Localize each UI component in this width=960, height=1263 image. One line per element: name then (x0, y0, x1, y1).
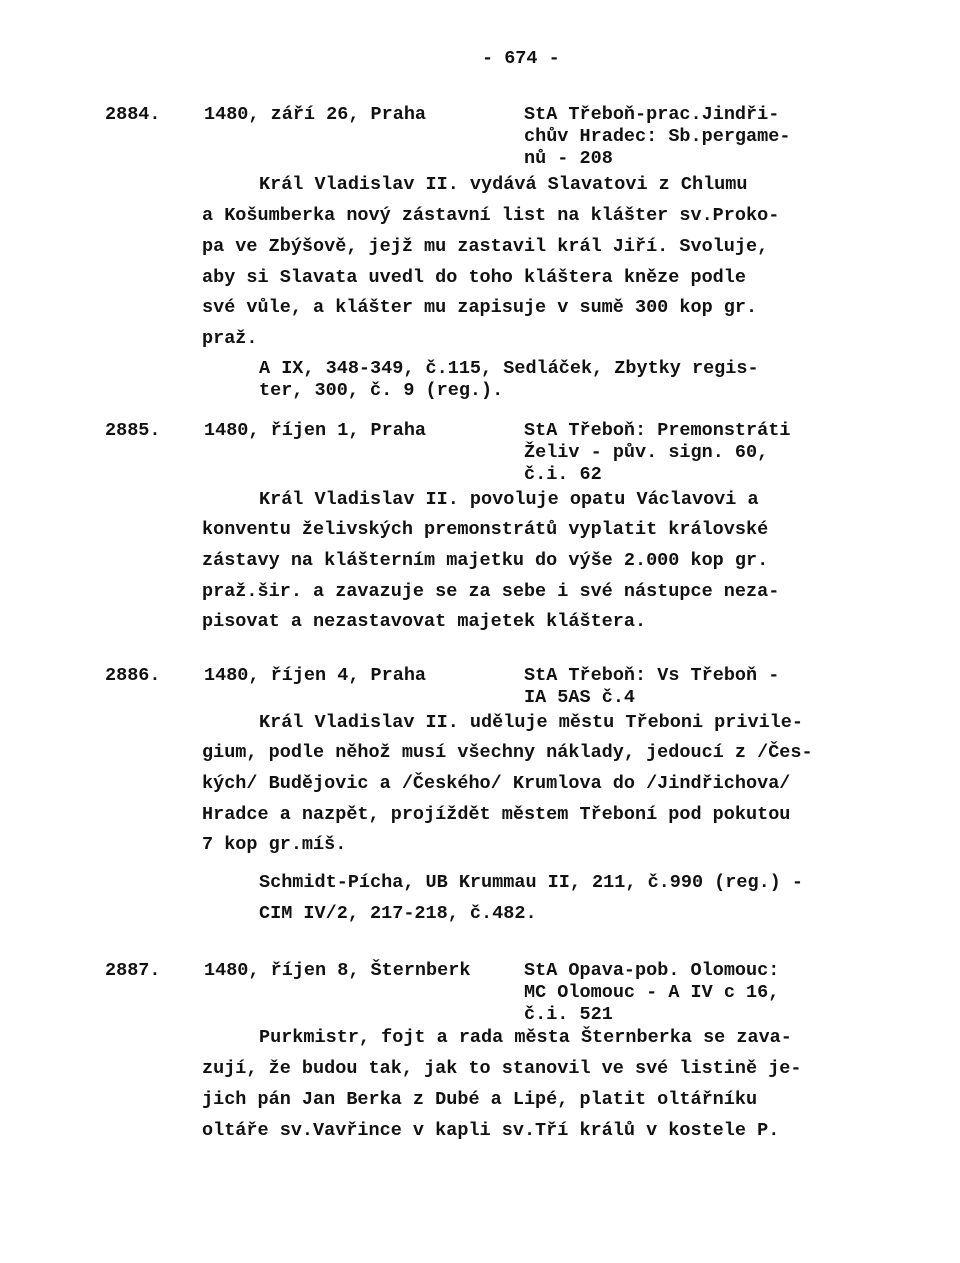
body-line: praž. (202, 328, 258, 349)
body-line: konventu želivských premonstrátů vyplatit královské (202, 519, 769, 540)
entry-date-place: 1480, říjen 1, Praha (204, 420, 427, 441)
entry-number: 2885. (105, 420, 161, 441)
reference-line: A IX, 348-349, č.115, Sedláček, Zbytky regis- (259, 358, 759, 379)
archive-line: č.i. 62 (524, 464, 602, 485)
reference-line: CIM IV/2, 217-218, č.482. (259, 903, 537, 924)
archive-line: MC Olomouc - A IV c 16, (524, 982, 780, 1003)
entry-date-place: 1480, říjen 8, Šternberk (204, 960, 471, 981)
body-line: praž.šir. a zavazuje se za sebe i své nástupce neza- (202, 581, 780, 602)
body-line: své vůle, a klášter mu zapisuje v sumě 300 kop gr. (202, 297, 758, 318)
archive-line: chův Hradec: Sb.pergame- (524, 126, 791, 147)
entry-number: 2887. (105, 960, 161, 981)
archive-line: StA Opava-pob. Olomouc: (524, 960, 780, 981)
archive-line: StA Třeboň-prac.Jindři- (524, 104, 780, 125)
body-line: gium, podle něhož musí všechny náklady, jedoucí z /Čes- (202, 742, 813, 763)
body-line: Purkmistr, fojt a rada města Šternberka se zava- (259, 1027, 792, 1048)
body-line: kých/ Budějovic a /Českého/ Krumlova do /Jindřichova/ (202, 773, 791, 794)
body-line: a Košumberka nový zástavní list na klášter sv.Proko- (202, 205, 780, 226)
body-line: 7 kop gr.míš. (202, 834, 347, 855)
archive-line: č.i. 521 (524, 1004, 613, 1025)
body-line: pa ve Zbýšově, jejž mu zastavil král Jiří. Svoluje, (202, 236, 769, 257)
archive-line: StA Třeboň: Vs Třeboň - (524, 665, 780, 686)
body-line: Hradce a nazpět, projíždět městem Třeboní pod pokutou (202, 804, 791, 825)
body-line: Král Vladislav II. uděluje městu Třeboni privile- (259, 712, 803, 733)
body-line: aby si Slavata uvedl do toho kláštera kněze podle (202, 267, 746, 288)
body-line: zují, že budou tak, jak to stanovil ve své listině je- (202, 1058, 802, 1079)
entry-number: 2886. (105, 665, 161, 686)
reference-line: Schmidt-Pícha, UB Krummau II, 211, č.990 (reg.) - (259, 872, 803, 893)
archive-line: Želiv - pův. sign. 60, (524, 442, 769, 463)
archive-line: IA 5AS č.4 (524, 687, 636, 708)
page-number: - 674 - (482, 48, 560, 69)
archive-line: StA Třeboň: Premonstráti (524, 420, 791, 441)
entry-date-place: 1480, září 26, Praha (204, 104, 427, 125)
entry-number: 2884. (105, 104, 161, 125)
body-line: Král Vladislav II. vydává Slavatovi z Chlumu (259, 174, 748, 195)
body-line: Král Vladislav II. povoluje opatu Václavovi a (259, 489, 759, 510)
body-line: oltáře sv.Vavřince v kapli sv.Tří králů v kostele P. (202, 1120, 780, 1141)
reference-line: ter, 300, č. 9 (reg.). (259, 380, 504, 401)
body-line: jich pán Jan Berka z Dubé a Lipé, platit oltářníku (202, 1089, 758, 1110)
body-line: pisovat a nezastavovat majetek kláštera. (202, 611, 647, 632)
body-line: zástavy na klášterním majetku do výše 2.000 kop gr. (202, 550, 769, 571)
entry-date-place: 1480, říjen 4, Praha (204, 665, 427, 686)
archive-line: nů - 208 (524, 148, 613, 169)
